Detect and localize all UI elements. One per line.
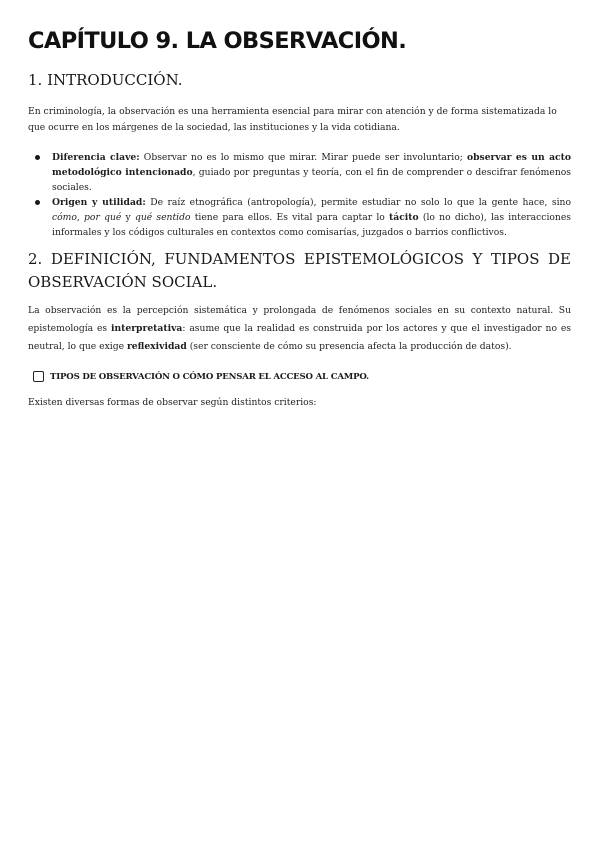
bullet-text: De raíz etnográfica (antropología), permite estudiar no solo lo que la gente hace, sino bbox=[145, 197, 571, 208]
bullet-text: tiene para ellos. Es vital para captar lo bbox=[190, 212, 390, 223]
bullet-text: (lo no dicho), las interacciones informales y los códigos culturales en contextos como comisarías, juzgados o barrios conflictivos. bbox=[52, 212, 571, 238]
bullet-italic: cómo, por qué bbox=[52, 212, 122, 223]
bullet-text: , guiado por preguntas y teoría, con el fin de comprender o descifrar fenómenos sociales. bbox=[52, 167, 571, 193]
bullet-emphasis: tácito bbox=[389, 212, 419, 223]
bullet-dot-icon bbox=[35, 200, 40, 205]
paragraph-text: : asume que la realidad es construida por los actores y que el investigador no es neutral, lo que exige bbox=[28, 323, 571, 352]
section-heading-introduction: 1. INTRODUCCIÓN. bbox=[28, 71, 183, 89]
paragraph-term: interpretativa bbox=[110, 323, 183, 334]
chapter-title: CAPÍTULO 9. LA OBSERVACIÓN. bbox=[28, 28, 407, 54]
definition-paragraph bbox=[28, 302, 571, 356]
closing-paragraph: Existen diversas formas de observar según distintos criterios: bbox=[28, 397, 317, 408]
bullet-term: Diferencia clave: bbox=[52, 152, 140, 163]
bullet-text: Observar no es lo mismo que mirar. Mirar puede ser involuntario; bbox=[139, 152, 467, 163]
checklist-label: TIPOS DE OBSERVACIÓN O CÓMO PENSAR EL ACCESO AL CAMPO. bbox=[50, 371, 369, 382]
paragraph-term: reflexividad bbox=[126, 341, 187, 352]
bullet-italic: qué sentido bbox=[134, 212, 191, 223]
bullet-term: Origen y utilidad: bbox=[52, 197, 146, 208]
bullet-emphasis: observar es un acto metodológico intencionado bbox=[52, 152, 571, 178]
paragraph-text: La observación es la percepción sistemática y prolongada de fenómenos sociales en su contexto natural. Su epistemología es bbox=[28, 305, 571, 334]
list-item bbox=[28, 150, 571, 195]
paragraph-text: (ser consciente de cómo su presencia afecta la producción de datos). bbox=[186, 341, 512, 352]
list-item bbox=[28, 195, 571, 240]
bullet-dot-icon bbox=[35, 155, 40, 160]
section-heading-definition: 2. DEFINICIÓN, FUNDAMENTOS EPISTEMOLÓGICOS Y TIPOS DE OBSERVACIÓN SOCIAL. bbox=[28, 250, 571, 291]
bullet-text: y bbox=[121, 212, 135, 223]
checklist-item bbox=[33, 366, 369, 385]
bullet-list bbox=[28, 150, 571, 240]
checkbox-icon bbox=[33, 371, 44, 382]
intro-paragraph: En criminología, la observación es una herramienta esencial para mirar con atención y de forma sistematizada lo que ocurre en los márgenes de la sociedad, las instituciones y la vida cotidiana. bbox=[28, 106, 557, 133]
